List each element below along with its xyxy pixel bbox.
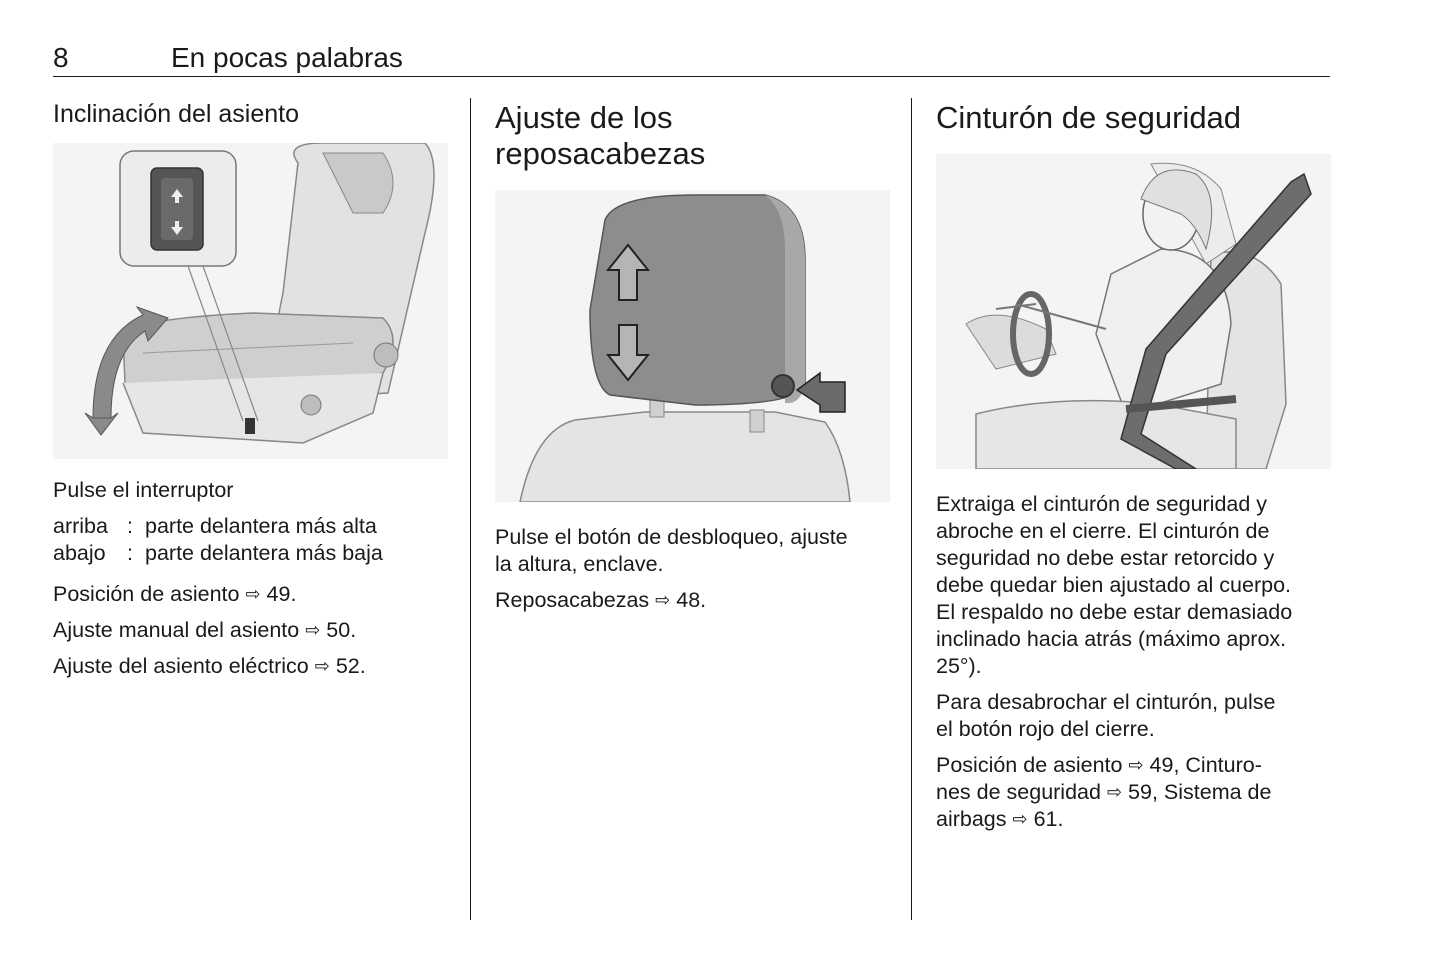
seatbelt-references xyxy=(936,752,1336,833)
reference-page[interactable]: 59, Sistema de xyxy=(1128,780,1272,804)
definition-row xyxy=(53,513,448,540)
page-reference-icon: ⇨ xyxy=(1106,782,1123,802)
reference-text[interactable]: Posición de asiento xyxy=(53,582,240,606)
definition-separator: : xyxy=(127,514,133,538)
text-line: Para desabrochar el cinturón, pulse xyxy=(936,690,1276,714)
definition-term: arriba xyxy=(53,514,108,538)
reference-page[interactable]: 49. xyxy=(266,582,297,606)
text-line: 25°). xyxy=(936,654,982,678)
text-line: inclinado hacia atrás (máximo aprox. xyxy=(936,627,1287,651)
heading-headrest xyxy=(495,100,895,172)
switch-instruction: Pulse el interruptor xyxy=(53,478,234,502)
heading-line: Ajuste de los xyxy=(495,100,673,135)
headrest-adjust-illustration xyxy=(495,190,890,502)
page-reference-icon: ⇨ xyxy=(1128,755,1144,775)
reference-page[interactable]: 52. xyxy=(335,654,366,678)
page-reference-icon: ⇨ xyxy=(1012,809,1028,829)
reference-text[interactable]: Ajuste del asiento eléctrico xyxy=(53,654,309,678)
heading-line: reposacabezas xyxy=(495,136,706,171)
column-headrest xyxy=(495,96,895,623)
text-line xyxy=(936,806,1336,833)
reference-page[interactable]: 50. xyxy=(326,618,357,642)
reference-text[interactable]: nes de seguridad xyxy=(936,780,1101,804)
seatbelt-paragraph-2 xyxy=(936,689,1336,743)
text-line: el botón rojo del cierre. xyxy=(936,717,1155,741)
text-line xyxy=(936,752,1336,779)
column-divider xyxy=(911,98,912,920)
cross-reference xyxy=(53,653,448,680)
definition-separator: : xyxy=(127,541,133,565)
page-reference-icon: ⇨ xyxy=(314,656,330,676)
page-reference-icon: ⇨ xyxy=(305,620,321,640)
text-line: Extraiga el cinturón de seguridad y xyxy=(936,492,1268,516)
reference-text[interactable]: Ajuste manual del asiento xyxy=(53,618,300,642)
column-seatbelt xyxy=(936,96,1336,842)
page-number: 8 xyxy=(53,42,69,73)
seatbelt-paragraph-1 xyxy=(936,491,1336,680)
definition-row xyxy=(53,540,448,567)
page-reference-icon: ⇨ xyxy=(245,584,261,604)
cross-reference xyxy=(53,617,448,644)
text-line: debe quedar bien ajustado al cuerpo. xyxy=(936,573,1292,597)
text-line xyxy=(936,779,1336,806)
page-header xyxy=(53,40,1330,77)
section-title: En pocas palabras xyxy=(171,42,403,73)
heading-seatbelt: Cinturón de seguridad xyxy=(936,100,1242,135)
reference-page[interactable]: 61. xyxy=(1033,807,1064,831)
seat-tilt-switch-illustration xyxy=(53,143,448,459)
reference-text[interactable]: Posición de asiento xyxy=(936,753,1123,777)
text-line: abroche en el cierre. El cinturón de xyxy=(936,519,1270,543)
text-line: seguridad no debe estar retorcido y xyxy=(936,546,1275,570)
switch-definitions xyxy=(53,513,448,567)
text-line: la altura, enclave. xyxy=(495,552,664,576)
cross-reference xyxy=(53,581,448,608)
column-divider xyxy=(470,98,471,920)
definition-term: abajo xyxy=(53,541,106,565)
headrest-instruction xyxy=(495,524,895,578)
reference-text[interactable]: Reposacabezas xyxy=(495,588,650,612)
reference-text[interactable]: airbags xyxy=(936,807,1007,831)
definition-description: parte delantera más baja xyxy=(145,541,383,565)
column-seat-tilt xyxy=(53,96,448,689)
reference-page[interactable]: 49, Cinturo- xyxy=(1149,753,1262,777)
seat-belt-driver-illustration xyxy=(936,154,1331,469)
page-reference-icon: ⇨ xyxy=(655,590,671,610)
cross-reference xyxy=(495,587,895,614)
reference-page[interactable]: 48. xyxy=(676,588,707,612)
text-line: El respaldo no debe estar demasiado xyxy=(936,600,1293,624)
heading-seat-tilt: Inclinación del asiento xyxy=(53,100,299,128)
text-line: Pulse el botón de desbloqueo, ajuste xyxy=(495,525,848,549)
definition-description: parte delantera más alta xyxy=(145,514,377,538)
